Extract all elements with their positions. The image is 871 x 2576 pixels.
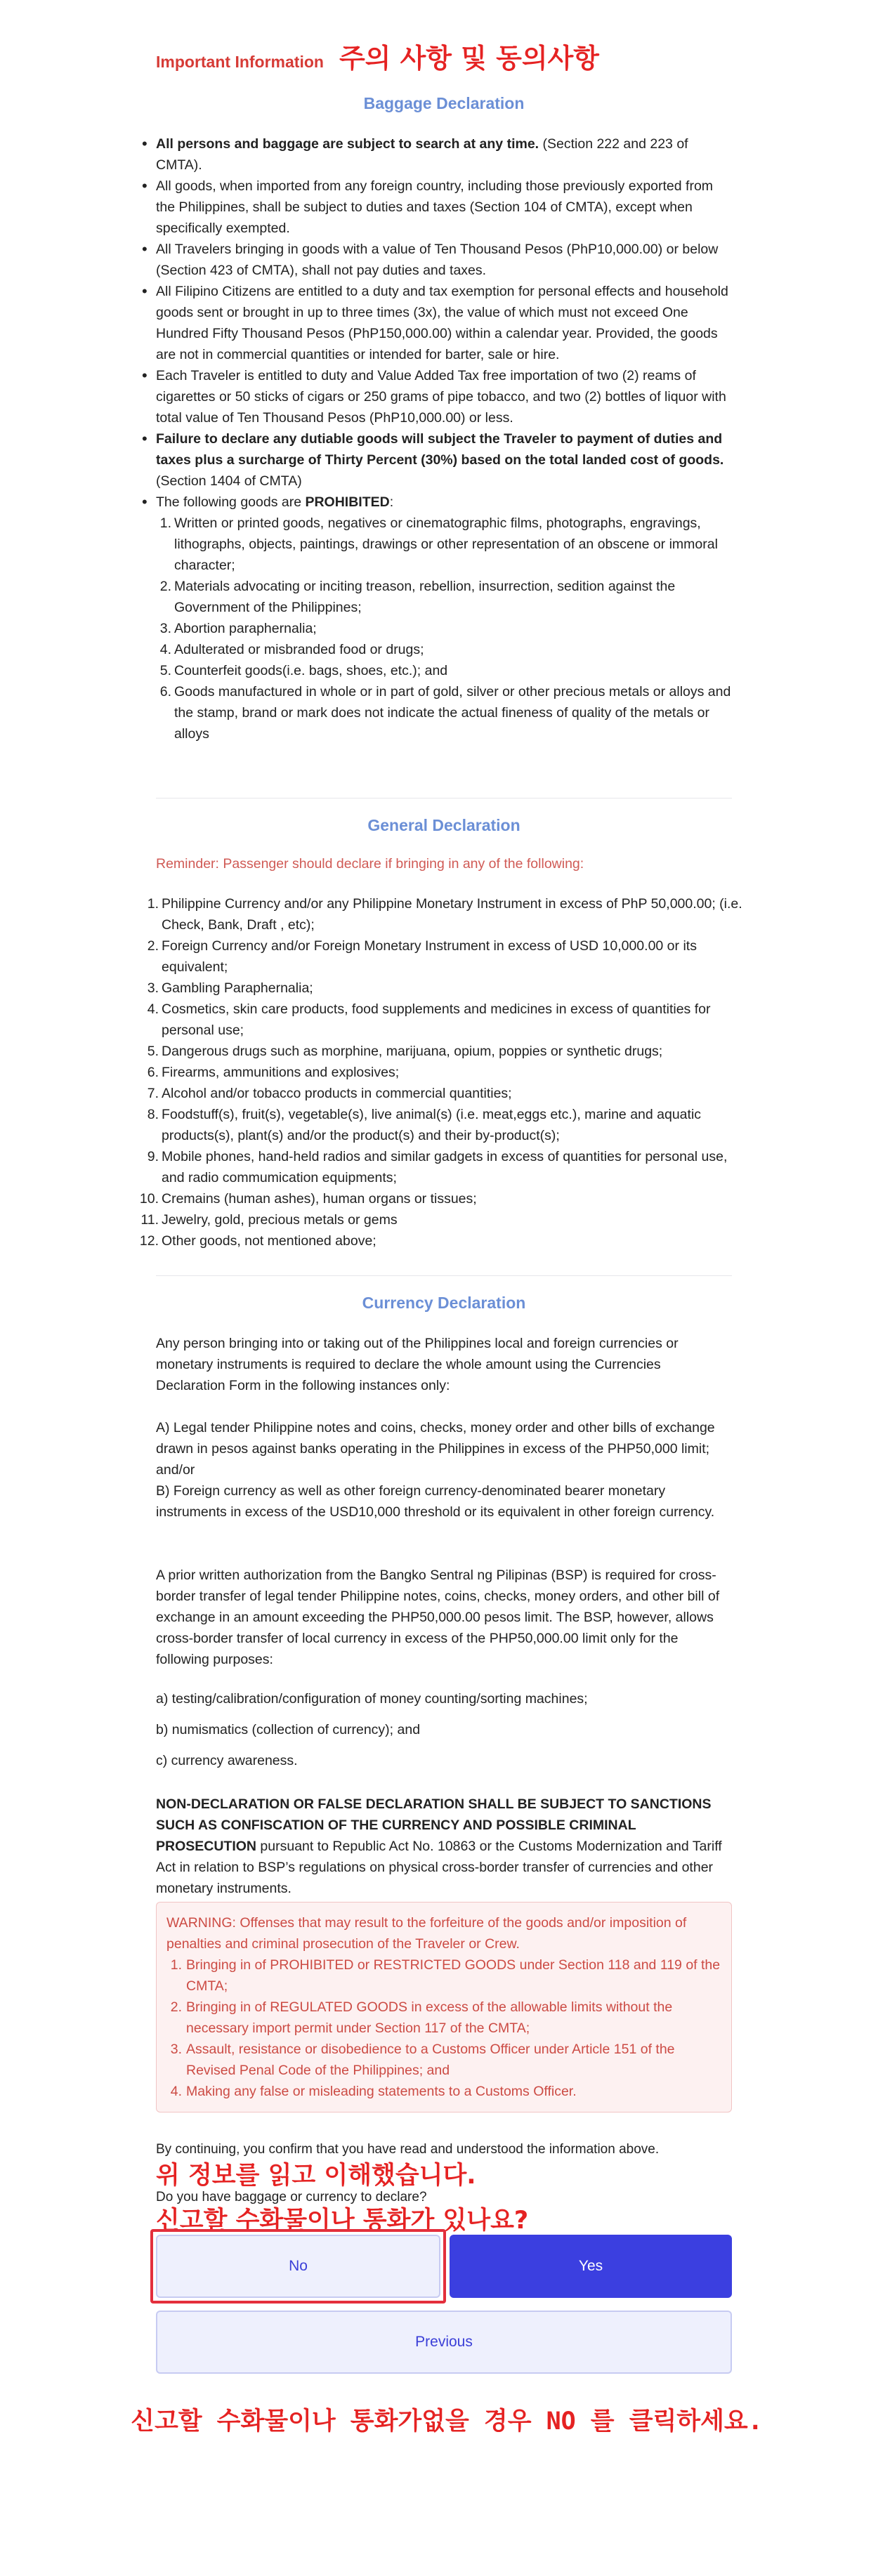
warning-list	[166, 1954, 721, 2102]
list-item: 5. Counterfeit goods(i.e. bags, shoes, etc.); and	[159, 663, 448, 678]
list-item: 1. Written or printed goods, negatives or cinematographic films, photographs, engravings, lithographs, objects, paintings, drawings or other representation of an obscene or immoral character;	[159, 515, 718, 573]
declare-question: Do you have baggage or currency to declare?	[156, 2190, 427, 2204]
purpose-b: b) numismatics (collection of currency); and	[156, 1722, 421, 1737]
list-item: • All Filipino Citizens are entitled to a duty and tax exemption for personal effects and household goods sent or brought in up to three times (3x), the value of which must not exceed One Hundred Fifty Thousand Pesos (PhP150,000.00) within a calendar year. Provided, the goods are not in commercial quantities or intended for barter, sale or hire.	[156, 281, 732, 365]
korean-title-annotation: 주의 사항 및 동의사항	[339, 43, 599, 74]
list-item: 8. Foodstuff(s), fruit(s), vegetable(s), live animal(s) (i.e. meat,eggs etc.), marine and aquatic products(s), plant(s) and/or the product(s) and their by-product(s);	[147, 1107, 702, 1143]
divider	[156, 1275, 732, 1276]
currency-clause-b: B) Foreign currency as well as other foreign currency-denominated bearer monetary instruments in excess of the USD10,000 threshold or its equivalent in other foreign currency.	[156, 1483, 715, 1520]
page-header	[156, 37, 599, 75]
no-button[interactable]: No	[156, 2235, 440, 2298]
currency-heading: Currency Declaration	[362, 1294, 526, 1312]
warning-box	[156, 1902, 732, 2112]
list-item: • All goods, when imported from any foreign country, including those previously exported from the Philippines, shall be subject to duties and taxes (Section 104 of CMTA), except when specifically exempted.	[156, 176, 732, 239]
list-item: • All Travelers bringing in goods with a value of Ten Thousand Pesos (PhP10,000.00) or below (Section 423 of CMTA), shall not pay duties and taxes.	[156, 239, 732, 281]
korean-question-annotation: 신고할 수화물이나 통화가 있나요?	[156, 2207, 529, 2235]
confirm-text: By continuing, you confirm that you have read and understood the information above.	[156, 2142, 660, 2157]
list-item: 7. Alcohol and/or tobacco products in commercial quantities;	[147, 1086, 512, 1101]
list-item: 4. Adulterated or misbranded food or drugs;	[159, 642, 424, 657]
korean-footer-annotation: 신고할 수화물이나 통화가없을 경우 NO 를 클릭하세요.	[131, 2407, 763, 2436]
list-item: 6. Goods manufactured in whole or in part of gold, silver or other precious metals or alloys and the stamp, brand or mark does not indicate the actual fineness of quality of the metals or alloys	[159, 684, 731, 742]
currency-intro: Any person bringing into or taking out of the Philippines local and foreign currencies or monetary instruments is required to declare the whole amount using the Currencies Declaration Form in the following instances only:	[156, 1336, 679, 1393]
currency-clause-a: A) Legal tender Philippine notes and coins, checks, money order and other bills of exchange drawn in pesos against banks operating in the Philippines in excess of the PHP50,000 limit; and/or	[156, 1420, 715, 1478]
list-item: 2. Bringing in of REGULATED GOODS in excess of the allowable limits without the necessary import permit under Section 117 of the CMTA;	[170, 1999, 673, 2036]
general-heading: General Declaration	[367, 816, 520, 834]
list-item: 2. Materials advocating or inciting treason, rebellion, insurrection, sedition against the Government of the Philippines;	[159, 579, 676, 615]
list-item: 6. Firearms, ammunitions and explosives;	[147, 1065, 400, 1080]
prohibited-list	[156, 513, 732, 744]
list-item: 12. Other goods, not mentioned above;	[139, 1233, 376, 1249]
list-item: 9. Mobile phones, hand-held radios and similar gadgets in excess of quantities for personal use, and radio commumication equipments;	[147, 1149, 728, 1185]
list-item: 4. Cosmetics, skin care products, food supplements and medicines in excess of quantities for personal use;	[147, 1001, 711, 1038]
previous-button[interactable]: Previous	[156, 2311, 732, 2374]
general-reminder: Reminder: Passenger should declare if bringing in any of the following:	[156, 856, 584, 872]
baggage-list	[156, 133, 732, 744]
list-item: 5. Dangerous drugs such as morphine, marijuana, opium, poppies or synthetic drugs;	[147, 1044, 663, 1059]
korean-read-annotation: 위 정보를 읽고 이해했습니다.	[156, 2162, 476, 2190]
list-item: • Each Traveler is entitled to duty and Value Added Tax free importation of two (2) reams of cigarettes or 50 sticks of cigars or 250 grams of pipe tobacco, and two (2) bottles of liquor with total value of Ten Thousand Pesos (PhP10,000.00) or less.	[156, 365, 732, 428]
general-list	[139, 893, 746, 1251]
baggage-heading: Baggage Declaration	[363, 94, 525, 112]
list-item: 2. Foreign Currency and/or Foreign Monetary Instrument in excess of USD 10,000.00 or its equivalent;	[147, 938, 697, 975]
sanction-notice: NON-DECLARATION OR FALSE DECLARATION SHALL BE SUBJECT TO SANCTIONS SUCH AS CONFISCATION OF THE CURRENCY AND POSSIBLE CRIMINAL PROSECUTION pursuant to Republic Act No. 10863 or the Customs Modernization and Tariff Act in relation to BSP’s regulations on physical cross-border transfer of currencies and other monetary instruments.	[156, 1796, 722, 1896]
list-item: 3. Abortion paraphernalia;	[159, 621, 317, 636]
list-item: 1. Bringing in of PROHIBITED or RESTRICTED GOODS under Section 118 and 119 of the CMTA;	[170, 1957, 721, 1994]
page-title: Important Information	[156, 53, 324, 71]
purpose-a: a) testing/calibration/configuration of money counting/sorting machines;	[156, 1691, 588, 1707]
list-item: • Failure to declare any dutiable goods will subject the Traveler to payment of duties and taxes plus a surcharge of Thirty Percent (30%) based on the total landed cost of goods. (Section 1404 of CMTA)	[156, 428, 732, 492]
list-item: 3. Assault, resistance or disobedience to a Customs Officer under Article 151 of the Revised Penal Code of the Philippines; and	[170, 2042, 675, 2078]
yes-button[interactable]: Yes	[450, 2235, 732, 2298]
list-item: • All persons and baggage are subject to search at any time. (Section 222 and 223 of CMTA).	[156, 133, 732, 176]
list-item: 11. Jewelry, gold, precious metals or gems	[140, 1212, 398, 1228]
list-item: 10. Cremains (human ashes), human organs or tissues;	[139, 1191, 477, 1207]
bsp-authorization: A prior written authorization from the Bangko Sentral ng Pilipinas (BSP) is required for cross-border transfer of legal tender Philippine notes, coins, checks, money orders, and other bill of exchange in an amount exceeding the PHP50,000.00 pesos limit. The BSP, however, allows cross-border transfer of local currency in excess of the PHP50,000.00 limit only for the following purposes:	[156, 1568, 720, 1667]
list-item: • The following goods are PROHIBITED: 1. Written or printed goods, negatives or cinematographic films, photographs, engravings, lithographs, objects, paintings, drawings or other representation of an obscene or immoral character; 2. Materials advocating or inciting treason, rebellion, insurrection, sedition against the Government of the Philippines; 3. Abortion paraphernalia; 4. Adulterated or misbranded food or drugs; 5. Counterfeit goods(i.e. bags, shoes, etc.); and 6. Goods manufactured in whole or in part of gold, silver or other precious metals or alloys and the stamp, brand or mark does not indicate the actual fineness of quality of the metals or alloys	[156, 492, 732, 744]
list-item: 1. Philippine Currency and/or any Philippine Monetary Instrument in excess of PhP 50,000.00; (i.e. Check, Bank, Draft , etc);	[147, 896, 742, 933]
purpose-c: c) currency awareness.	[156, 1753, 298, 1768]
warning-title: WARNING: Offenses that may result to the forfeiture of the goods and/or imposition of penalties and criminal prosecution of the Traveler or Crew.	[166, 1915, 687, 1952]
list-item: 4. Making any false or misleading statements to a Customs Officer.	[170, 2084, 577, 2099]
divider	[156, 798, 732, 799]
list-item: 3. Gambling Paraphernalia;	[147, 980, 313, 996]
